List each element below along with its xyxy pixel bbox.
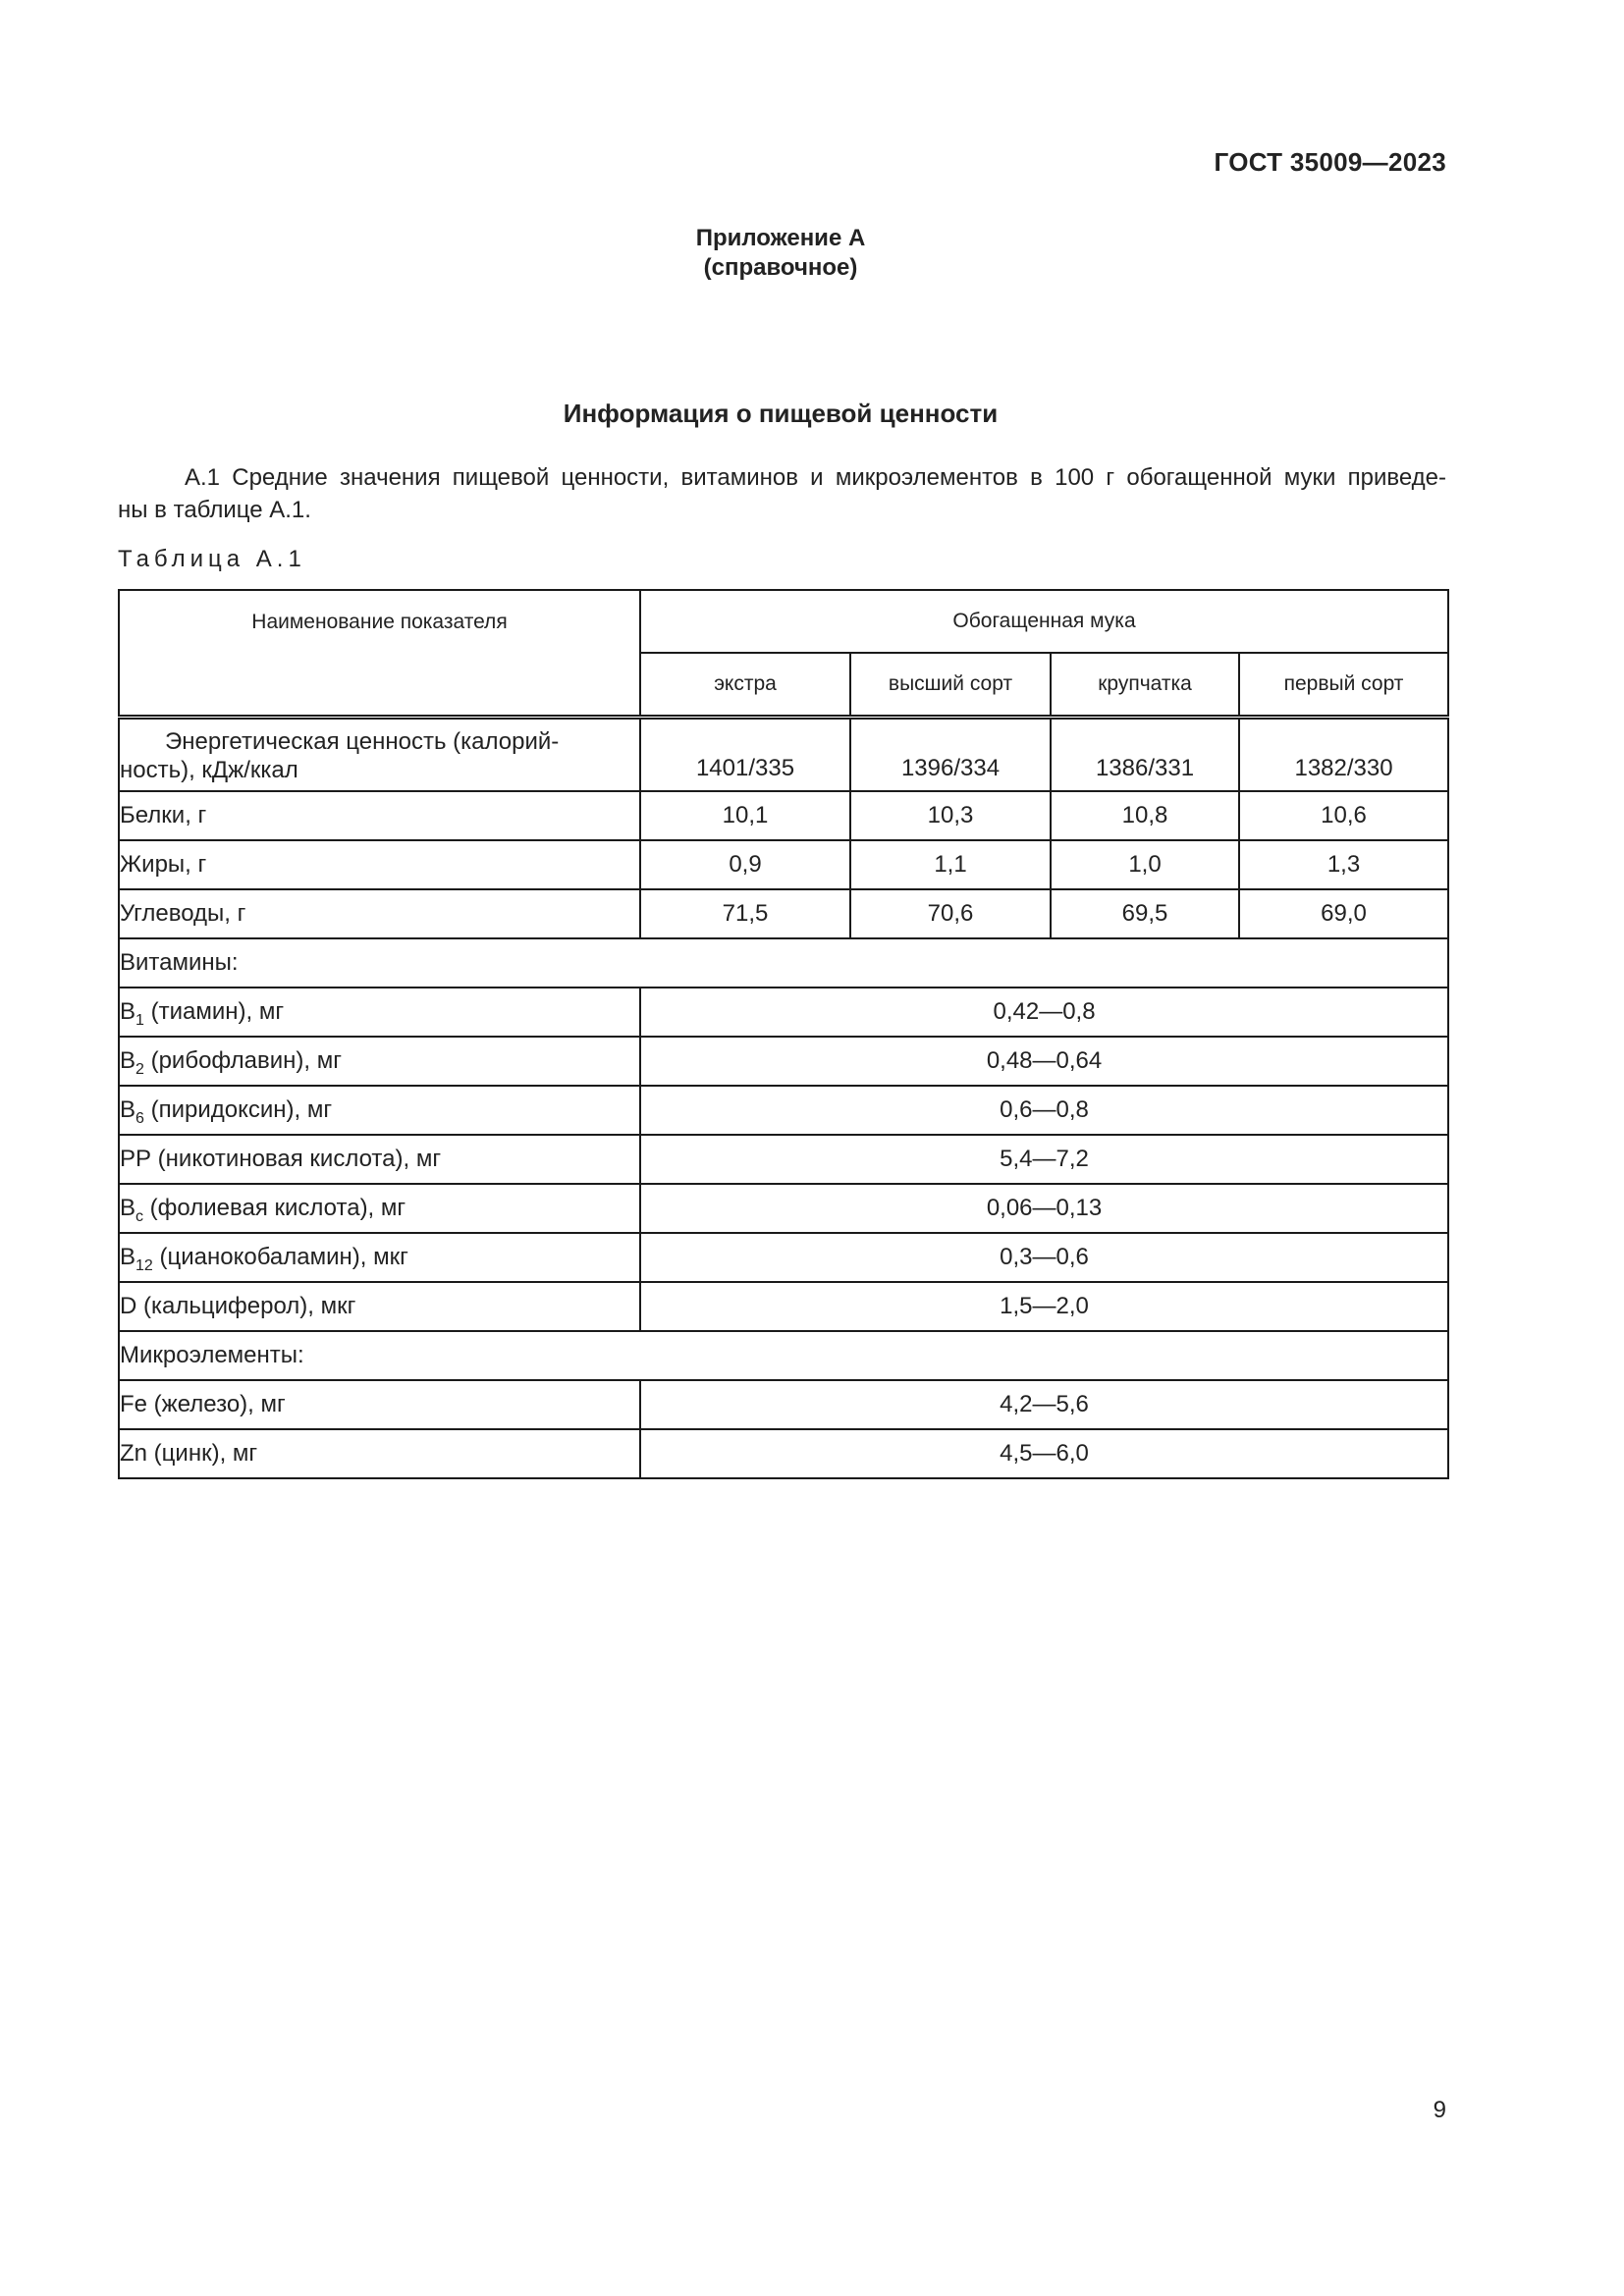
- appendix-title: Приложение А: [695, 225, 866, 251]
- row-label: $B_{12}$ (цианокобаламин), мкг: [119, 1233, 640, 1282]
- cell-value: 1396/334: [850, 718, 1051, 792]
- header-column-first: первый сорт: [1239, 653, 1448, 718]
- cell-value-range: 0,6—0,8: [640, 1086, 1448, 1135]
- header-column-krupchatka: крупчатка: [1051, 653, 1239, 718]
- cell-value: 1386/331: [1051, 718, 1239, 792]
- section-title: Информация о пищевой ценности: [563, 399, 999, 428]
- cell-value: 10,1: [640, 791, 850, 840]
- cell-value-range: 5,4—7,2: [640, 1135, 1448, 1184]
- table-caption: Таблица А.1: [118, 546, 306, 572]
- table-row-energy: [119, 718, 1448, 792]
- table-row-fat: [119, 840, 1448, 889]
- cell-value: 10,3: [850, 791, 1051, 840]
- paragraph-line-1: А.1 Средние значения пищевой ценности, витаминов и микроэлементов в 100 г обогащенной муки приведе-: [185, 464, 1446, 491]
- nutrition-table: [118, 589, 1449, 1479]
- row-label: Углеводы, г: [119, 889, 640, 938]
- cell-value: 1,1: [850, 840, 1051, 889]
- row-label: PP (никотиновая кислота), мг: [119, 1135, 640, 1184]
- table-row-vitamin: [119, 988, 1448, 1037]
- cell-value: 71,5: [640, 889, 850, 938]
- row-label: Fe (железо), мг: [119, 1380, 640, 1429]
- cell-value-range: 1,5—2,0: [640, 1282, 1448, 1331]
- table-row-vitamin: [119, 1037, 1448, 1086]
- table-row-micro: [119, 1380, 1448, 1429]
- cell-value: 1,3: [1239, 840, 1448, 889]
- cell-value-range: 0,3—0,6: [640, 1233, 1448, 1282]
- row-label: Zn (цинк), мг: [119, 1429, 640, 1478]
- cell-value: 10,6: [1239, 791, 1448, 840]
- table-row-carbs: [119, 889, 1448, 938]
- document-code: ГОСТ 35009—2023: [1214, 147, 1446, 177]
- cell-value-range: 0,42—0,8: [640, 988, 1448, 1037]
- appendix-heading: [0, 224, 1561, 283]
- header-column-extra: экстра: [640, 653, 850, 718]
- table-row-vitamin: [119, 1135, 1448, 1184]
- cell-value: 1401/335: [640, 718, 850, 792]
- row-label: $B_2$ (рибофлавин), мг: [119, 1037, 640, 1086]
- group-label-micro: Микроэлементы:: [119, 1331, 1448, 1380]
- row-label: $B_c$ (фолиевая кислота), мг: [119, 1184, 640, 1233]
- table-row-micro: [119, 1429, 1448, 1478]
- row-label: $B_1$ (тиамин), мг: [119, 988, 640, 1037]
- appendix-subtitle: (справочное): [703, 254, 858, 281]
- table-row-micro-group: [119, 1331, 1448, 1380]
- cell-value: 70,6: [850, 889, 1051, 938]
- header-name-column: Наименование показателя: [119, 590, 640, 718]
- page-number: 9: [1433, 2097, 1446, 2123]
- intro-paragraph: [118, 461, 1446, 526]
- paragraph-line-2: ны в таблице А.1.: [118, 497, 311, 523]
- table-row-vitamin: [119, 1282, 1448, 1331]
- row-label: $B_6$ (пиридоксин), мг: [119, 1086, 640, 1135]
- table-row-vitamin: [119, 1233, 1448, 1282]
- table-row-protein: [119, 791, 1448, 840]
- table-row-vitamin: [119, 1184, 1448, 1233]
- table-row-vitamin: [119, 1086, 1448, 1135]
- row-label: Жиры, г: [119, 840, 640, 889]
- cell-value: 0,9: [640, 840, 850, 889]
- cell-value: 69,0: [1239, 889, 1448, 938]
- group-label-vitamins: Витамины:: [119, 938, 1448, 988]
- cell-value: 1,0: [1051, 840, 1239, 889]
- cell-value: 69,5: [1051, 889, 1239, 938]
- cell-value-range: 4,2—5,6: [640, 1380, 1448, 1429]
- cell-value-range: 0,06—0,13: [640, 1184, 1448, 1233]
- row-label-energy: Энергетическая ценность (калорий- ность), кДж/ккал: [119, 718, 640, 792]
- header-group-column: Обогащенная мука: [640, 590, 1448, 653]
- row-label: D (кальциферол), мкг: [119, 1282, 640, 1331]
- cell-value: 1382/330: [1239, 718, 1448, 792]
- header-column-premium: высший сорт: [850, 653, 1051, 718]
- cell-value-range: 4,5—6,0: [640, 1429, 1448, 1478]
- cell-value: 10,8: [1051, 791, 1239, 840]
- cell-value-range: 0,48—0,64: [640, 1037, 1448, 1086]
- row-label: Белки, г: [119, 791, 640, 840]
- table-row-vitamins-group: [119, 938, 1448, 988]
